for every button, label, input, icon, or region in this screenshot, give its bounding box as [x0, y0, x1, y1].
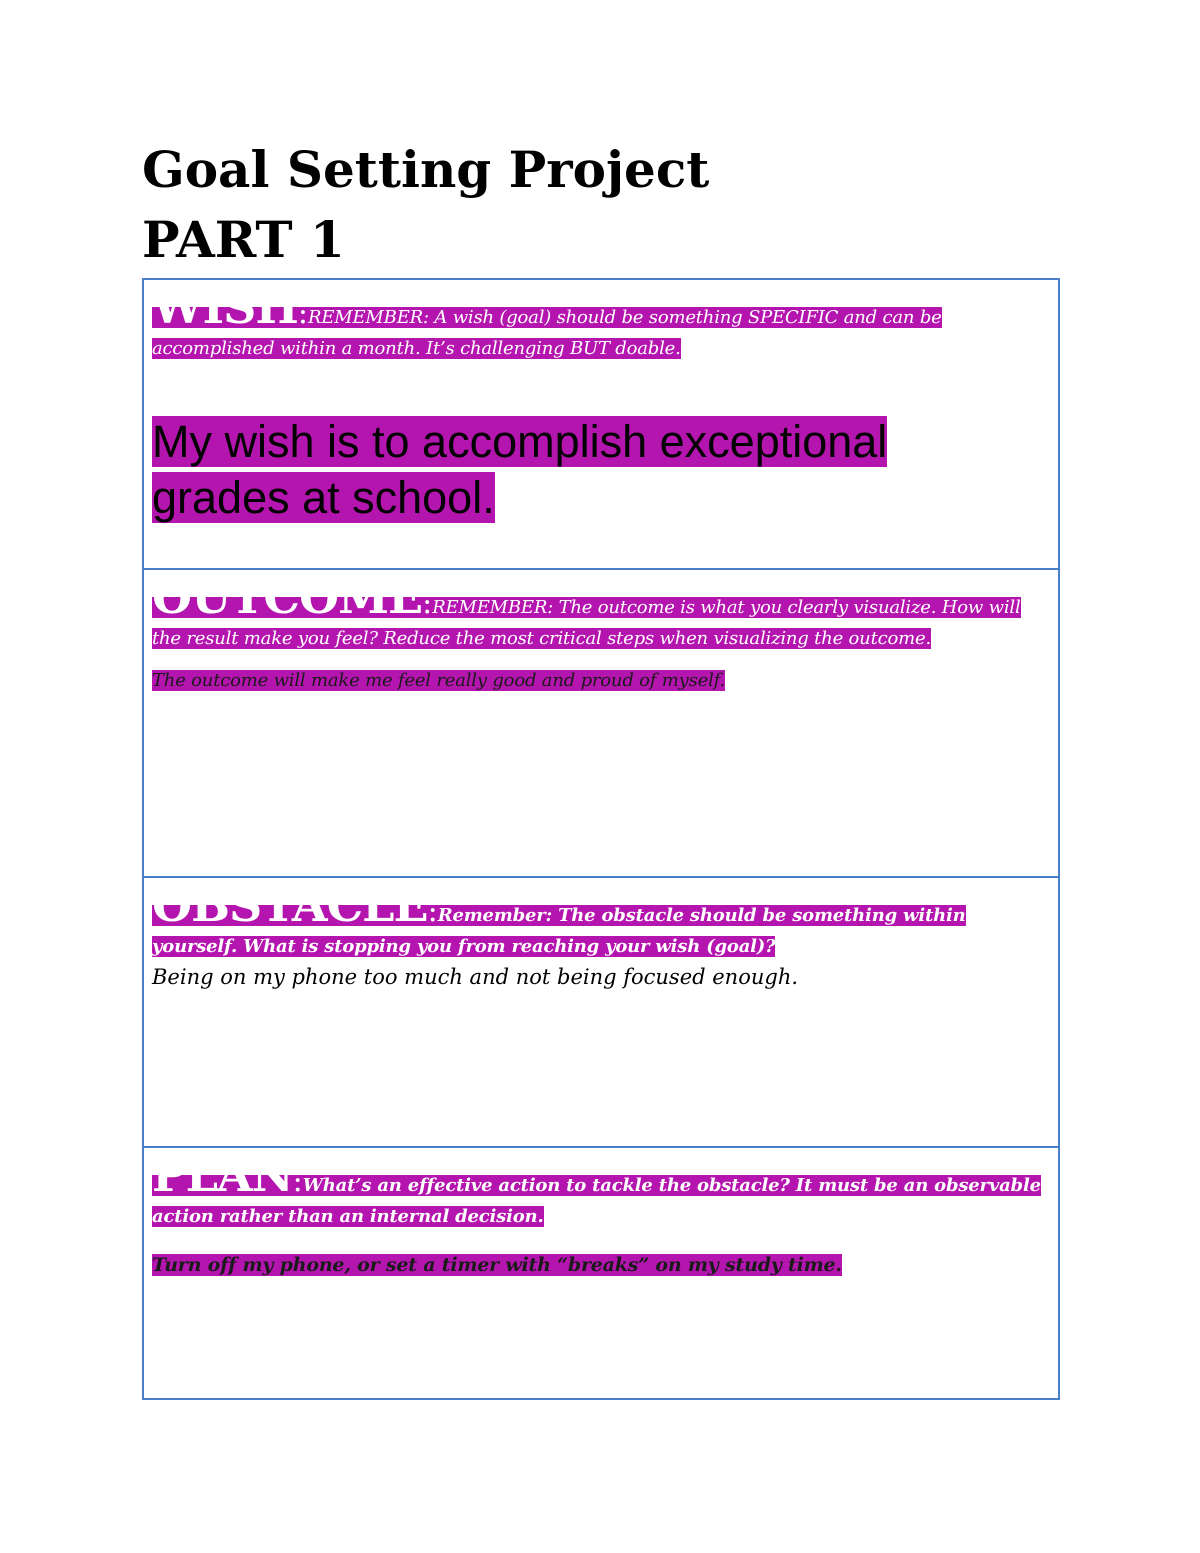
plan-answer: Turn off my phone, or set a timer with “breaks” on my study time.: [152, 1254, 842, 1276]
wish-colon: :: [297, 296, 308, 331]
obstacle-colon: :: [427, 894, 438, 929]
obstacle-heading: OBSTACLE: [152, 878, 428, 932]
goal-table: [142, 278, 1060, 1400]
outcome-section: [144, 568, 1058, 876]
wish-answer: My wish is to accomplish exceptional grades at school.: [152, 416, 888, 523]
obstacle-answer: Being on my phone too much and not being focused enough.: [152, 965, 799, 989]
plan-prompt-line: [152, 1148, 1052, 1232]
plan-prompt: What’s an effective action to tackle the obstacle? It must be an observable action rather than an internal decision.: [152, 1175, 1041, 1227]
outcome-colon: :: [422, 586, 433, 621]
obstacle-section: [144, 876, 1058, 1146]
obstacle-prompt-line: [152, 878, 1052, 962]
outcome-answer-block: [152, 668, 1050, 694]
wish-prompt: REMEMBER: A wish (goal) should be something SPECIFIC and can be accomplished within a month. It’s challenging BUT doable.: [152, 307, 942, 359]
outcome-prompt: REMEMBER: The outcome is what you clearly visualize. How will the result make you feel? Reduce the most critical steps when visualizing the outcome.: [152, 597, 1021, 649]
plan-colon: :: [292, 1164, 303, 1199]
plan-heading: PLAN: [152, 1148, 293, 1202]
wish-heading: WISH: [152, 280, 298, 334]
obstacle-prompt: Remember: The obstacle should be something within yourself. What is stopping you from reaching your wish (goal)?: [152, 905, 966, 957]
wish-prompt-line: [152, 280, 1052, 364]
wish-answer-block: [152, 414, 1012, 526]
outcome-heading: OUTCOME: [152, 570, 423, 624]
plan-answer-block: [152, 1252, 1050, 1278]
outcome-answer: The outcome will make me feel really good and proud of myself.: [152, 670, 726, 691]
document-subtitle: PART 1: [142, 210, 345, 269]
plan-section: [144, 1146, 1058, 1400]
outcome-prompt-line: [152, 570, 1052, 654]
wish-section: [144, 280, 1058, 568]
document-title: Goal Setting Project: [142, 140, 710, 199]
